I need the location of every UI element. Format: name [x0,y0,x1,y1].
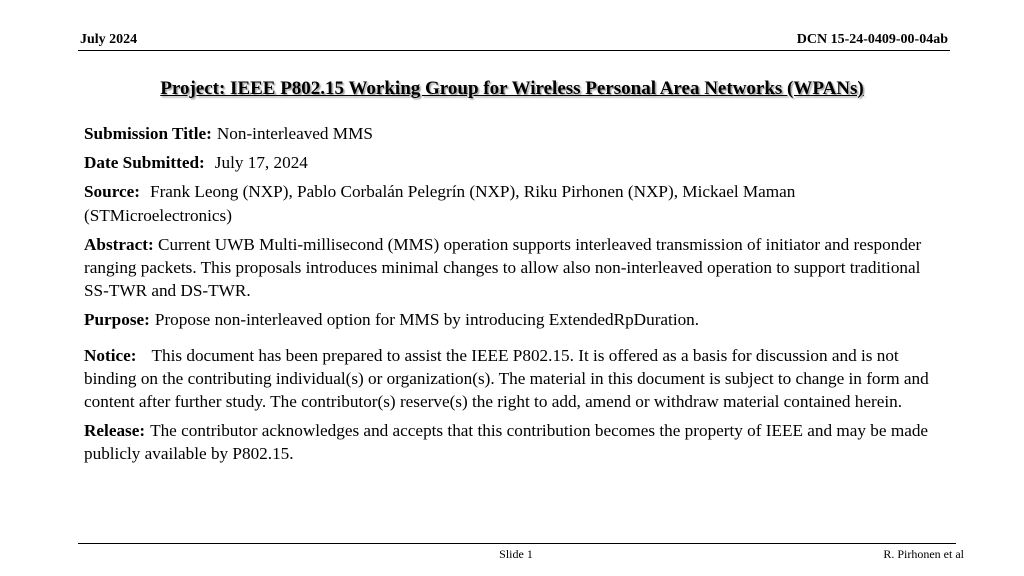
abstract-value: Current UWB Multi-millisecond (MMS) operation supports interleaved transmission of initiator and responder ranging packets. This proposals introduces minimal changes to allow also non-interleaved operation to support traditional SS-TWR and DS-TWR. [84,234,922,301]
release-value: The contributor acknowledges and accepts that this contribution becomes the property of IEEE and may be made publicly available by P802.15. [84,421,929,464]
abstract-row [84,233,944,303]
source-value: Frank Leong (NXP), Pablo Corbalán Pelegrín (NXP), Riku Pirhonen (NXP), Mickael Maman (STMicroelectronics) [84,182,796,225]
release-row [84,419,944,465]
purpose-label: Purpose: [84,310,150,330]
project-title: Project: IEEE P802.15 Working Group for Wireless Personal Area Networks (WPANs) [160,78,864,99]
header-dcn: DCN 15-24-0409-00-04ab [796,32,948,47]
source-label: Source: [84,182,141,202]
submission-title-row [84,122,944,145]
date-submitted-row [84,151,944,174]
notice-value: This document has been prepared to assist the IEEE P802.15. It is offered as a basis for discussion and is not binding on the contributing individual(s) or organization(s). The material in this document is subject to change in form and content after further study. The contributor(s) reserve(s) the right to add, amend or withdraw material contained herein. [84,345,929,412]
slide-number: Slide 1 [499,547,533,561]
date-submitted-label: Date Submitted: [84,153,205,173]
footer-divider [78,543,956,544]
submission-body [84,122,944,472]
release-label: Release: [84,421,146,441]
notice-row [84,344,944,414]
submission-title-label: Submission Title: [84,124,212,143]
header-divider [78,50,950,51]
purpose-value: Propose non-interleaved option for MMS by introducing ExtendedRpDuration. [154,310,700,330]
purpose-row [84,308,944,331]
submission-title-value: Non-interleaved MMS [216,124,373,143]
notice-label: Notice: [84,345,137,365]
date-submitted-value: July 17, 2024 [214,153,308,173]
source-row [84,180,944,226]
abstract-label: Abstract: [84,234,154,254]
header-date: July 2024 [80,32,138,47]
footer-author: R. Pirhonen et al [883,547,964,561]
